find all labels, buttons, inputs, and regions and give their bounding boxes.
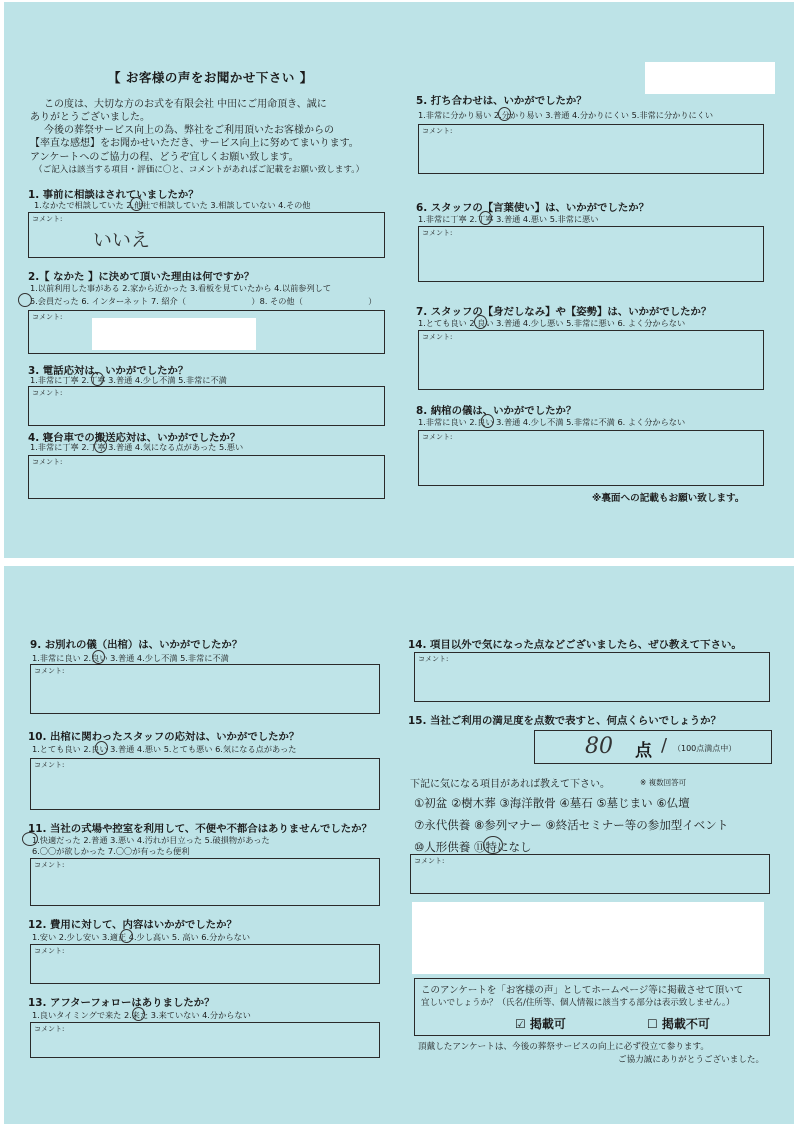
q3-title: 3. 電話応対は、いかがでしたか？ (28, 365, 189, 377)
interest-title: 下記に気になる項目があれば教えて下さい。 (410, 779, 610, 790)
q13-title: 13. アフターフォローはありましたか？ (28, 997, 215, 1009)
q2-options-1: 1.以前利用した事がある 2.家から近かった 3.看板を見ていたから 4.以前参列して (30, 283, 332, 293)
comment-label: コメント: (422, 433, 453, 441)
q4-options: 1.非常に丁寧 2.丁寧 3.普通 4.気になる点があった 5.悪い (30, 442, 244, 452)
answer-circle (92, 650, 105, 664)
intro-line-4: 【率直な感想】をお聞かせいただき、サービス向上に努めてまいります。 (30, 138, 359, 149)
q6-options: 1.非常に丁寧 2.丁寧 3.普通 4.悪い 5.非常に悪い (418, 214, 599, 224)
publish-question-1: このアンケートを「お客様の声」としてホームページ等に掲載させて頂いて (421, 985, 744, 996)
publish-permission-box (414, 978, 770, 1036)
q14-title: 14. 項目以外で気になった点などございましたら、ぜひ教えて下さい。 (408, 639, 742, 651)
intro-line-1: この度は、大切な方のお式を有限会社 中田にご用命頂き、誠に (44, 99, 327, 110)
publish-allow-checkbox[interactable]: ☑ 掲載可 (515, 1017, 566, 1031)
comment-label: コメント: (34, 1025, 65, 1033)
comment-label: コメント: (422, 127, 453, 135)
q10-title: 10. 出棺に関わったスタッフの応対は、いかがでしたか？ (28, 731, 300, 743)
q4-title: 4. 寝台車での搬送応対は、いかがでしたか？ (28, 432, 241, 444)
answer-circle (132, 1007, 145, 1021)
q5-options: 1.非常に分かり易い 2.分かり易い 3.普通 4.分かりにくい 5.非常に分かりにくい (418, 110, 714, 120)
interest-multi-note: ※ 複数回答可 (640, 778, 687, 787)
q13-options: 1.良いタイミングで来た 2.来た 3.来ていない 4.分からない (32, 1010, 251, 1020)
q10-options: 1.とても良い 2.良い 3.普通 4.悪い 5.とても悪い 6.気になる点があった (32, 744, 297, 754)
q1-options: 1.なかたで相談していた 2.他社で相談していた 3.相談していない 4.その他 (34, 200, 311, 210)
q11-options-2: 6.〇〇が欲しかった 7.〇〇が有ったら便利 (32, 846, 190, 856)
answer-circle (94, 439, 107, 453)
redacted-area (412, 902, 764, 974)
q15-score-box[interactable] (534, 730, 772, 764)
q3-comment-box[interactable] (28, 386, 385, 426)
interest-row-1: ①初盆 ②樹木葬 ③海洋散骨 ④墓石 ⑤墓じまい ⑥仏壇 (414, 796, 690, 810)
q15-title: 15. 当社ご利用の満足度を点数で表すと、何点くらいでしょうか？ (408, 715, 721, 727)
answer-circle (95, 741, 108, 755)
q8-comment-box[interactable] (418, 430, 764, 486)
comment-label: コメント: (34, 667, 65, 675)
q9-options: 1.非常に良い 2.良い 3.普通 4.少し不満 5.非常に不満 (32, 653, 229, 663)
q13-comment-box[interactable] (30, 1022, 380, 1058)
sheet-gap (0, 558, 796, 566)
q1-comment-box[interactable] (28, 212, 385, 258)
comment-label: コメント: (32, 215, 63, 223)
q7-options: 1.とても良い 2.良い 3.普通 4.少し悪い 5.非常に悪い 6. よく分からない (418, 318, 686, 328)
q9-title: 9. お別れの儀（出棺）は、いかがでしたか？ (30, 639, 243, 651)
answer-circle (18, 293, 32, 307)
q2-options-2: 5.会員だった 6. インターネット 7. 紹介（ ）8. その他（ ） (30, 296, 377, 306)
q8-title: 8. 納棺の儀は、いかがでしたか？ (416, 405, 577, 417)
q5-comment-box[interactable] (418, 124, 764, 174)
comment-label: コメント: (32, 389, 63, 397)
answer-circle (91, 372, 104, 386)
q4-comment-box[interactable] (28, 455, 385, 499)
answer-circle (130, 197, 143, 211)
q9-comment-box[interactable] (30, 664, 380, 714)
q1-handwritten-comment: いいえ (93, 229, 151, 251)
intro-line-5: アンケートへのご協力の程、どうぞ宜しくお願い致します。 (30, 152, 299, 163)
q12-options: 1.安い 2.少し安い 3.適正 4.少し高い 5. 高い 6.分からない (32, 932, 251, 942)
interest-row-2: ⑦永代供養 ⑧参列マナー ⑨終活セミナー等の参加型イベント (414, 818, 729, 832)
answer-circle (479, 211, 492, 225)
q11-options-1: 1.快適だった 2.普通 3.悪い 4.汚れが目立った 5.破損物があった (32, 835, 270, 845)
survey-title: 【 お客様の声をお聞かせ下さい 】 (108, 70, 313, 85)
redacted-area (645, 62, 775, 94)
q3-options: 1.非常に丁寧 2.丁寧 3.普通 4.少し不満 5.非常に不満 (30, 375, 227, 385)
answer-circle (498, 107, 511, 121)
q11-title: 11. 当社の式場や控室を利用して、不便や不都合はありませんでしたか？ (28, 823, 372, 835)
comment-label: コメント: (414, 857, 445, 865)
answer-circle (22, 832, 38, 846)
publish-deny-checkbox[interactable]: ☐ 掲載不可 (647, 1017, 710, 1031)
handwritten-slash-mark: / (661, 735, 668, 756)
footer-line-1: 頂戴したアンケートは、今後の葬祭サービスの向上に必ず役立て参ります。 (418, 1042, 709, 1052)
q10-comment-box[interactable] (30, 758, 380, 810)
comment-label: コメント: (34, 861, 65, 869)
q6-comment-box[interactable] (418, 226, 764, 282)
q8-options: 1.非常に良い 2.良い 3.普通 4.少し不満 5.非常に不満 6. よく分からない (418, 417, 686, 427)
intro-line-2: ありがとうございました。 (30, 112, 150, 123)
answer-circle (120, 929, 133, 943)
q7-comment-box[interactable] (418, 330, 764, 390)
comment-label: コメント: (34, 761, 65, 769)
q7-title: 7. スタッフの【身だしなみ】や【姿勢】は、いかがでしたか？ (416, 306, 712, 318)
q15-score-scale: （100点満点中） (673, 744, 737, 753)
q5-title: 5. 打ち合わせは、いかがでしたか？ (416, 95, 587, 107)
answer-circle (481, 414, 494, 428)
comment-label: コメント: (422, 229, 453, 237)
interest-comment-box[interactable] (410, 854, 770, 894)
q6-title: 6. スタッフの【言葉使い】は、いかがでしたか？ (416, 202, 649, 214)
q15-score-unit: 点 (635, 741, 652, 761)
q11-comment-box[interactable] (30, 858, 380, 906)
answer-circle (483, 836, 503, 854)
comment-label: コメント: (418, 655, 449, 663)
intro-note: （ご記入は該当する項目・評価に〇と、コメントがあればご記載をお願い致します。） (34, 165, 365, 175)
interest-row-3: ⑩人形供養 ⑪特になし (414, 840, 532, 854)
q12-comment-box[interactable] (30, 944, 380, 984)
comment-label: コメント: (32, 313, 63, 321)
intro-line-3: 今後の葬祭サービス向上の為、弊社をご利用頂いたお客様からの (44, 125, 334, 136)
q14-comment-box[interactable] (414, 652, 770, 702)
comment-label: コメント: (32, 458, 63, 466)
q2-title: 2.【 なかた 】に決めて頂いた理由は何ですか？ (28, 271, 255, 283)
publish-question-2: 宜しいでしょうか？（氏名/住所等、個人情報に該当する部分は表示致しません。） (421, 998, 735, 1008)
redacted-area (92, 318, 256, 350)
comment-label: コメント: (422, 333, 453, 341)
footer-line-2: ご協力誠にありがとうございました。 (618, 1055, 765, 1065)
q12-title: 12. 費用に対して、内容はいかがでしたか？ (28, 919, 237, 931)
q1-title: 1. 事前に相談はされていましたか？ (28, 189, 199, 201)
back-side-note: ※裏面への記載もお願い致します。 (592, 493, 745, 504)
comment-label: コメント: (34, 947, 65, 955)
answer-circle (474, 315, 487, 329)
q15-handwritten-score: 80 (585, 734, 613, 759)
